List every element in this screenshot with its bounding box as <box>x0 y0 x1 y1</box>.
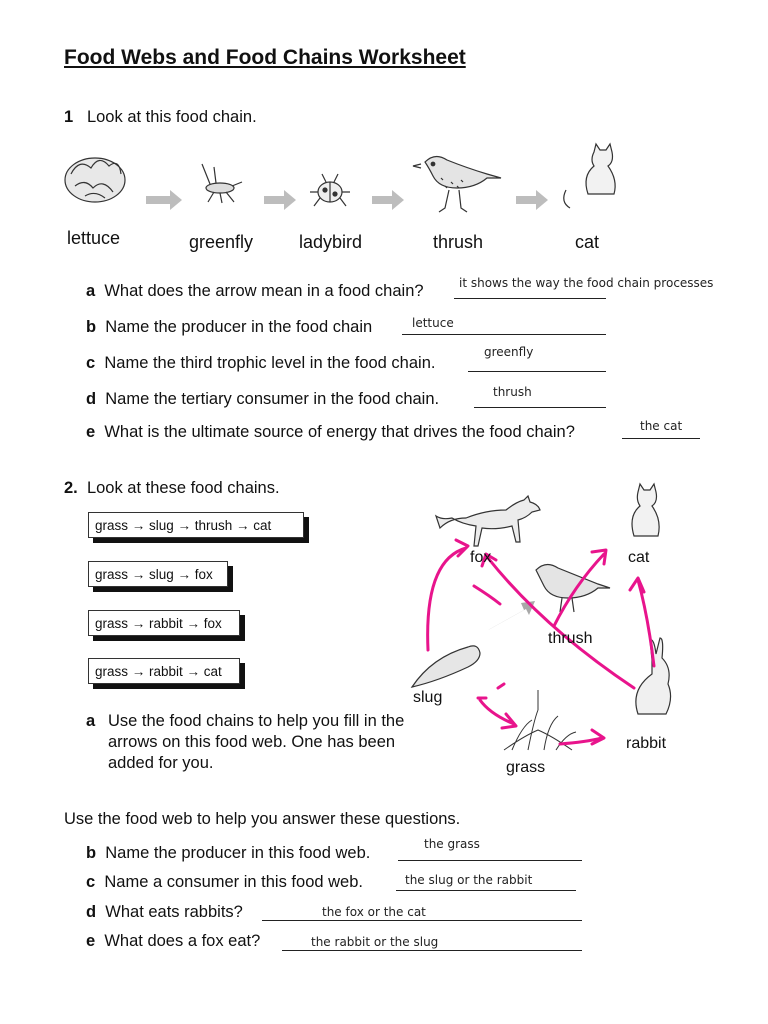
food-chain-box-4: grass → rabbit → cat <box>88 658 240 684</box>
q2-prompt: Look at these food chains. <box>86 479 280 497</box>
q1e-answer[interactable]: the cat <box>640 419 683 433</box>
fox-image <box>436 496 540 546</box>
q2a-line-2: arrows on this food web. One has been <box>108 733 396 751</box>
q2e-answer-line <box>282 950 582 951</box>
web-label-cat: cat <box>628 549 650 566</box>
q1a-answer[interactable]: it shows the way the food chain processes <box>459 276 714 290</box>
page-title: Food Webs and Food Chains Worksheet <box>64 46 466 69</box>
q2b-answer[interactable]: the grass <box>424 837 480 851</box>
q2a-letter-line <box>86 712 95 731</box>
web-label-fox: fox <box>470 549 492 566</box>
q2a-line-1: Use the food chains to help you fill in the <box>108 712 405 730</box>
q2c-letter: c <box>86 873 96 891</box>
q1a-text: What does the arrow mean in a food chain? <box>104 282 424 300</box>
q1e-letter: e <box>86 423 96 441</box>
q1b-answer[interactable]: lettuce <box>412 316 454 330</box>
q1-number: 1 <box>64 108 74 126</box>
q1d-text: Name the tertiary consumer in the food chain. <box>105 390 440 408</box>
web-label-grass: grass <box>506 759 546 776</box>
q2b-question <box>86 844 370 863</box>
q2a-letter: a <box>86 712 96 730</box>
q2e-text: What does a fox eat? <box>104 932 261 950</box>
q1a-letter: a <box>86 282 96 300</box>
q2b-text: Name the producer in this food web. <box>105 844 371 862</box>
q2d-answer[interactable]: the fox or the cat <box>322 905 426 919</box>
q1e-text: What is the ultimate source of energy that drives the food chain? <box>104 423 575 441</box>
food-chain-box-1: grass → slug → thrush → cat <box>88 512 304 538</box>
q1-prompt: Look at this food chain. <box>86 108 257 126</box>
slug-image <box>412 646 480 687</box>
q2a-line-3: added for you. <box>108 754 214 772</box>
web-cat-image <box>632 484 659 536</box>
q2e-answer[interactable]: the rabbit or the slug <box>311 935 439 949</box>
q2d-text: What eats rabbits? <box>105 903 243 921</box>
q2c-answer[interactable]: the slug or the rabbit <box>405 873 533 887</box>
grass-image <box>504 690 576 750</box>
q1d-letter: d <box>86 390 97 408</box>
q2d-letter: d <box>86 903 97 921</box>
caption-greenfly: greenfly <box>189 232 254 252</box>
q2c-text: Name a consumer in this food web. <box>104 873 363 891</box>
q2c-question <box>86 873 363 892</box>
food-chain-box-3: grass → rabbit → fox <box>88 610 240 636</box>
q2c-answer-line <box>396 890 576 891</box>
q2-intro: Use the food web to help you answer these questions. <box>64 810 461 828</box>
caption-cat: cat <box>575 232 600 252</box>
q2d-question <box>86 903 243 922</box>
q2e-letter: e <box>86 932 96 950</box>
web-label-thrush: thrush <box>548 630 593 647</box>
web-label-slug: slug <box>413 689 443 706</box>
caption-lettuce: lettuce <box>67 228 121 248</box>
q2b-answer-line <box>398 860 582 861</box>
given-arrow <box>488 601 535 630</box>
caption-thrush: thrush <box>433 232 484 252</box>
q1c-text: Name the third trophic level in the food chain. <box>104 354 436 372</box>
q1b-text: Name the producer in the food chain <box>105 318 373 336</box>
q1c-answer[interactable]: greenfly <box>484 345 534 359</box>
food-chain-box-2: grass → slug → fox <box>88 561 228 587</box>
q2b-letter: b <box>86 844 97 862</box>
q1d-answer[interactable]: thrush <box>493 385 532 399</box>
q1b-letter: b <box>86 318 97 336</box>
q2e-question <box>86 932 260 951</box>
q2d-answer-line <box>262 920 582 921</box>
web-thrush-image <box>536 564 610 612</box>
q2-number: 2. <box>64 479 78 497</box>
caption-ladybird: ladybird <box>299 232 363 252</box>
web-label-rabbit: rabbit <box>626 735 667 752</box>
q1c-letter: c <box>86 354 96 372</box>
